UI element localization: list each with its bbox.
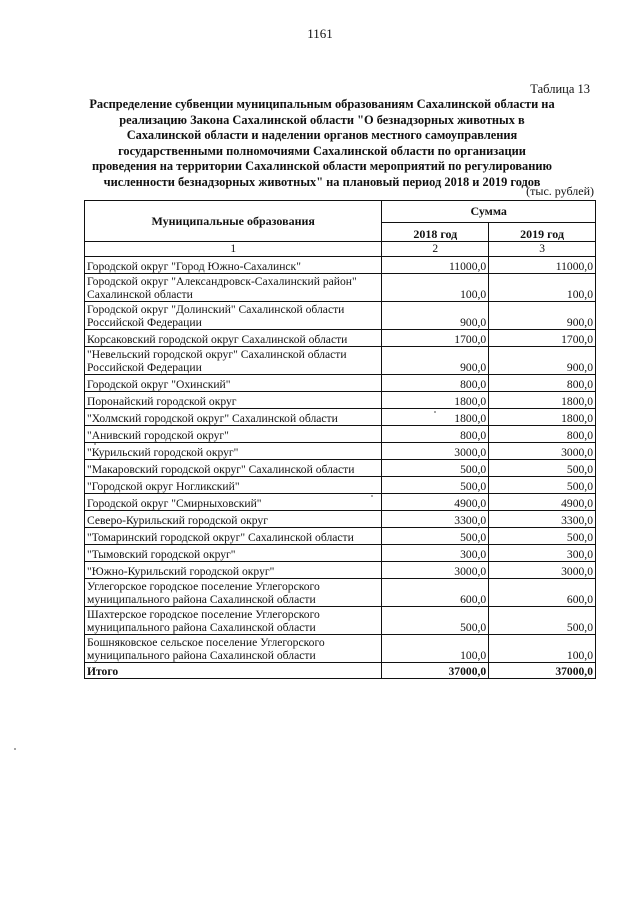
table-row bbox=[85, 426, 596, 443]
amount-2018: 3300,0 bbox=[382, 511, 489, 528]
table-row bbox=[85, 330, 596, 347]
municipality-name: Городской округ "Александровск-Сахалинский район" Сахалинской области bbox=[85, 274, 382, 302]
amount-2018: 4900,0 bbox=[382, 494, 489, 511]
amount-2019: 500,0 bbox=[489, 460, 596, 477]
amount-2018: 3000,0 bbox=[382, 443, 489, 460]
municipality-name: Поронайский городской округ bbox=[85, 392, 382, 409]
table-row bbox=[85, 635, 596, 663]
column-index: 3 bbox=[489, 242, 596, 257]
table-row bbox=[85, 528, 596, 545]
municipality-name: Корсаковский городской округ Сахалинской области bbox=[85, 330, 382, 347]
table-row bbox=[85, 443, 596, 460]
column-index: 2 bbox=[382, 242, 489, 257]
amount-2019: 3000,0 bbox=[489, 562, 596, 579]
amount-2018: 1700,0 bbox=[382, 330, 489, 347]
units-label: (тыс. рублей) bbox=[526, 184, 594, 198]
scan-speck bbox=[14, 748, 16, 750]
amount-2019: 1800,0 bbox=[489, 409, 596, 426]
amount-2018: 11000,0 bbox=[382, 257, 489, 274]
amount-2018: 800,0 bbox=[382, 426, 489, 443]
amount-2019: 4900,0 bbox=[489, 494, 596, 511]
municipality-name: Городской округ "Охинский" bbox=[85, 375, 382, 392]
amount-2019: 100,0 bbox=[489, 635, 596, 663]
municipality-name: Углегорское городское поселение Углегорского муниципального района Сахалинской области bbox=[85, 579, 382, 607]
amount-2018: 800,0 bbox=[382, 375, 489, 392]
table-row bbox=[85, 579, 596, 607]
table-row bbox=[85, 257, 596, 274]
table-row bbox=[85, 347, 596, 375]
column-index-row bbox=[85, 242, 596, 257]
amount-2019: 3300,0 bbox=[489, 511, 596, 528]
table-row bbox=[85, 460, 596, 477]
amount-2018: 900,0 bbox=[382, 302, 489, 330]
amount-2018: 600,0 bbox=[382, 579, 489, 607]
amount-2018: 900,0 bbox=[382, 347, 489, 375]
header-year-2018: 2018 год bbox=[382, 222, 489, 241]
table-row bbox=[85, 409, 596, 426]
amount-2019: 500,0 bbox=[489, 528, 596, 545]
amount-2019: 500,0 bbox=[489, 607, 596, 635]
table-label: Таблица 13 bbox=[530, 82, 590, 96]
total-2019: 37000,0 bbox=[489, 663, 596, 679]
amount-2018: 500,0 bbox=[382, 528, 489, 545]
amount-2019: 3000,0 bbox=[489, 443, 596, 460]
amount-2018: 500,0 bbox=[382, 460, 489, 477]
table-row bbox=[85, 477, 596, 494]
municipality-name: "Тымовский городской округ" bbox=[85, 545, 382, 562]
municipality-name: "Анивский городской округ" bbox=[85, 426, 382, 443]
amount-2019: 800,0 bbox=[489, 426, 596, 443]
column-index: 1 bbox=[85, 242, 382, 257]
municipality-name: Городской округ "Долинский" Сахалинской области Российской Федерации bbox=[85, 302, 382, 330]
amount-2019: 11000,0 bbox=[489, 257, 596, 274]
amount-2019: 500,0 bbox=[489, 477, 596, 494]
amount-2019: 1700,0 bbox=[489, 330, 596, 347]
amount-2019: 300,0 bbox=[489, 545, 596, 562]
municipality-name: "Курильский городской округ" bbox=[85, 443, 382, 460]
amount-2018: 100,0 bbox=[382, 635, 489, 663]
document-title: Распределение субвенции муниципальным образованиям Сахалинской области на реализацию Закона Сахалинской области "О безнадзорных животных в Сахалинской области и наделении органов местного самоуправления государственными полномочиями Сахалинской области по организации проведения на территории Сахалинской области мероприятий по регулированию численности безнадзорных животных" на плановый период 2018 и 2019 годов bbox=[89, 97, 555, 189]
table-row bbox=[85, 392, 596, 409]
scan-speck bbox=[434, 411, 436, 413]
amount-2019: 1800,0 bbox=[489, 392, 596, 409]
municipality-name: Бошняковское сельское поселение Углегорского муниципального района Сахалинской области bbox=[85, 635, 382, 663]
header-sum: Сумма bbox=[382, 201, 596, 223]
table-row bbox=[85, 494, 596, 511]
amount-2018: 100,0 bbox=[382, 274, 489, 302]
table-row bbox=[85, 607, 596, 635]
scan-speck bbox=[94, 443, 96, 445]
total-2018: 37000,0 bbox=[382, 663, 489, 679]
table-row bbox=[85, 274, 596, 302]
amount-2018: 1800,0 bbox=[382, 392, 489, 409]
municipality-name: "Городской округ Ногликский" bbox=[85, 477, 382, 494]
municipality-name: Городской округ "Город Южно-Сахалинск" bbox=[85, 257, 382, 274]
header-municipalities: Муниципальные образования bbox=[85, 201, 382, 242]
table-row bbox=[85, 302, 596, 330]
municipality-name: Северо-Курильский городской округ bbox=[85, 511, 382, 528]
table-row bbox=[85, 545, 596, 562]
municipality-name: "Томаринский городской округ" Сахалинской области bbox=[85, 528, 382, 545]
total-row bbox=[85, 663, 596, 679]
amount-2019: 800,0 bbox=[489, 375, 596, 392]
municipality-name: "Макаровский городской округ" Сахалинской области bbox=[85, 460, 382, 477]
amount-2018: 1800,0 bbox=[382, 409, 489, 426]
page-number: 1161 bbox=[307, 26, 333, 41]
municipality-name: "Невельский городской округ" Сахалинской области Российской Федерации bbox=[85, 347, 382, 375]
amount-2018: 500,0 bbox=[382, 477, 489, 494]
amount-2018: 500,0 bbox=[382, 607, 489, 635]
municipality-name: "Холмский городской округ" Сахалинской области bbox=[85, 409, 382, 426]
amount-2019: 900,0 bbox=[489, 347, 596, 375]
table-row bbox=[85, 511, 596, 528]
header-year-2019: 2019 год bbox=[489, 222, 596, 241]
amount-2018: 300,0 bbox=[382, 545, 489, 562]
total-label: Итого bbox=[85, 663, 382, 679]
amount-2019: 600,0 bbox=[489, 579, 596, 607]
scan-speck bbox=[371, 495, 373, 497]
amount-2018: 3000,0 bbox=[382, 562, 489, 579]
amount-2019: 100,0 bbox=[489, 274, 596, 302]
amount-2019: 900,0 bbox=[489, 302, 596, 330]
table-row bbox=[85, 562, 596, 579]
table-row bbox=[85, 375, 596, 392]
municipality-name: Городской округ "Смирныховский" bbox=[85, 494, 382, 511]
municipality-name: "Южно-Курильский городской округ" bbox=[85, 562, 382, 579]
municipality-name: Шахтерское городское поселение Углегорского муниципального района Сахалинской области bbox=[85, 607, 382, 635]
subvention-table bbox=[84, 200, 596, 679]
